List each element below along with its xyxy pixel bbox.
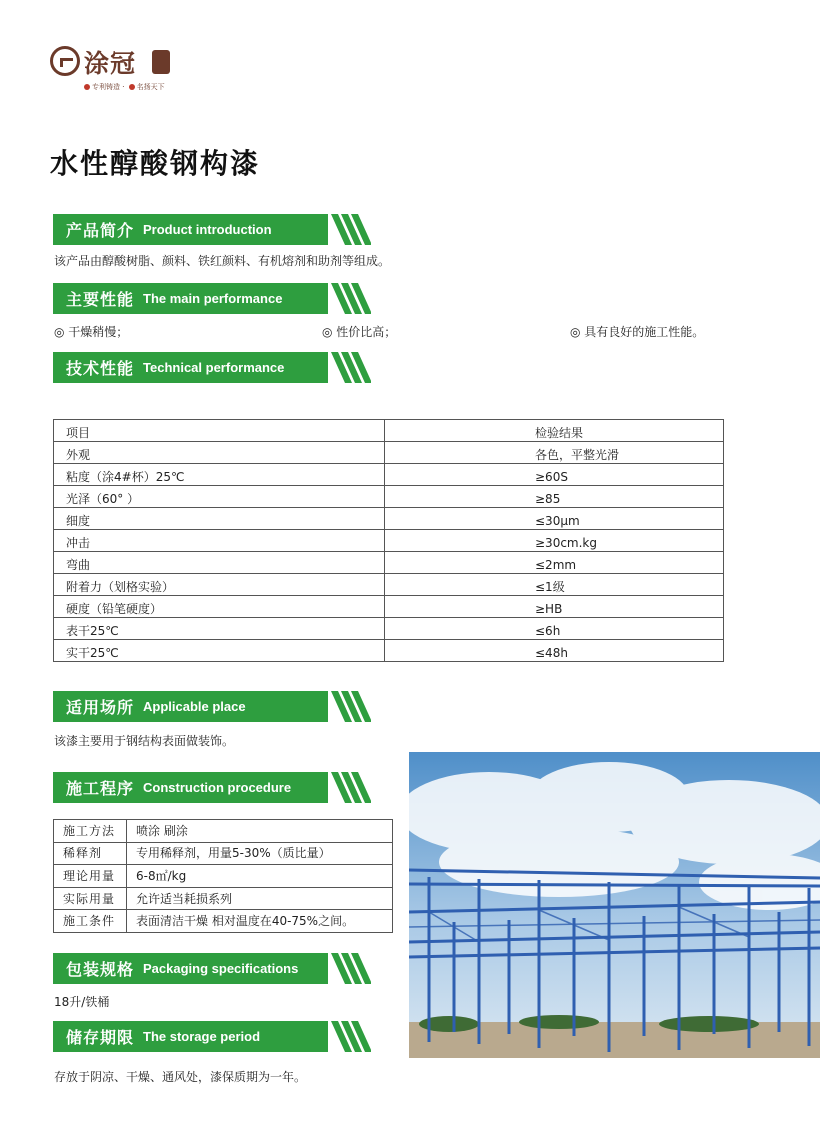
steel-frame-illustration (409, 752, 820, 1058)
section-title-en: Technical performance (143, 360, 285, 375)
table-cell: 硬度（铅笔硬度） (54, 596, 385, 618)
stripes-icon (331, 283, 371, 314)
section-title-cn: 技术性能 (66, 359, 135, 378)
table-header-cell: 项目 (54, 420, 385, 442)
table-row (54, 865, 393, 888)
table-cell: ≥HB (385, 596, 724, 618)
table-cell: ≥30cm.kg (385, 530, 724, 552)
section-title-cn: 产品简介 (66, 221, 135, 240)
stripes-icon (331, 953, 371, 984)
steel-structure-photo (409, 752, 820, 1058)
section-title-cn: 施工程序 (66, 779, 135, 798)
section-header-performance (53, 283, 368, 314)
table-row (54, 442, 724, 464)
performance-item: ◎ 干燥稍慢； (54, 325, 129, 339)
section-header-procedure (53, 772, 368, 803)
section-header-intro (53, 214, 368, 245)
table-row (54, 640, 724, 662)
table-cell: 实干25℃ (54, 640, 385, 662)
table-cell: 粘度（涂4#杯）25℃ (54, 464, 385, 486)
table-cell: ≤6h (385, 618, 724, 640)
table-cell: 喷涂 刷涂 (127, 820, 393, 843)
table-cell: ≤48h (385, 640, 724, 662)
section-header-packaging (53, 953, 368, 984)
table-cell: ≥60S (385, 464, 724, 486)
stripes-icon (331, 352, 371, 383)
construction-table (53, 819, 393, 933)
table-row (54, 552, 724, 574)
table-cell: 实际用量 (54, 887, 127, 910)
table-row (54, 508, 724, 530)
place-text: 该漆主要用于钢结构表面做装饰。 (54, 734, 235, 748)
brand-name: 涂冠 (84, 49, 137, 78)
table-row (54, 530, 724, 552)
slogan-right: 名扬天下 (136, 83, 165, 91)
section-title-cn: 适用场所 (66, 698, 135, 717)
page-title: 水性醇酸钢构漆 (50, 147, 261, 180)
table-row (54, 464, 724, 486)
table-cell: 附着力（划格实验） (54, 574, 385, 596)
packaging-text: 18升/铁桶 (54, 995, 110, 1009)
table-row (54, 842, 393, 865)
section-header-place (53, 691, 368, 722)
table-cell: 弯曲 (54, 552, 385, 574)
table-cell: 各色，平整光滑 (385, 442, 724, 464)
table-row (54, 618, 724, 640)
section-title-cn: 储存期限 (66, 1028, 135, 1047)
section-header-technical (53, 352, 368, 383)
table-cell: 稀释剂 (54, 842, 127, 865)
section-title-cn: 包装规格 (66, 960, 135, 979)
table-cell: 表干25℃ (54, 618, 385, 640)
table-cell: 专用稀释剂，用量5-30%（质比量） (127, 842, 393, 865)
slogan-dot-icon (129, 84, 135, 90)
stripes-icon (331, 214, 371, 245)
section-title-cn: 主要性能 (66, 290, 135, 309)
technical-table (53, 419, 724, 662)
table-cell: 理论用量 (54, 865, 127, 888)
table-cell: 细度 (54, 508, 385, 530)
section-title-en: The storage period (143, 1029, 261, 1044)
table-cell: 允许适当耗损系列 (127, 887, 393, 910)
performance-item: ◎ 性价比高； (322, 325, 397, 339)
table-row (54, 820, 393, 843)
table-cell: ≥85 (385, 486, 724, 508)
storage-text: 存放于阴凉、干燥、通风处，漆保质期为一年。 (54, 1070, 307, 1084)
table-header-row (54, 420, 724, 442)
table-row (54, 486, 724, 508)
brand-logo (50, 42, 180, 97)
stripes-icon (331, 691, 371, 722)
section-header-storage (53, 1021, 368, 1052)
brand-slogan: 专利铸造 · 名扬天下 (82, 82, 165, 92)
table-cell: ≤30μm (385, 508, 724, 530)
section-title-en: Applicable place (143, 699, 246, 714)
table-cell: ≤1级 (385, 574, 724, 596)
stripes-icon (331, 1021, 371, 1052)
table-cell: ≤2mm (385, 552, 724, 574)
seal-icon (152, 50, 170, 74)
table-row (54, 887, 393, 910)
table-cell: 表面清洁干燥 相对温度在40-75%之间。 (127, 910, 393, 933)
table-row (54, 574, 724, 596)
slogan-left: 专利铸造 (92, 83, 120, 91)
section-title-en: Packaging specifications (143, 961, 299, 976)
section-title-en: Product introduction (143, 222, 272, 237)
table-cell: 6-8㎡/kg (127, 865, 393, 888)
slogan-dot-icon (84, 84, 90, 90)
logo-mark-icon (50, 46, 80, 76)
table-cell: 光泽（60° ） (54, 486, 385, 508)
table-cell: 外观 (54, 442, 385, 464)
section-title-en: Construction procedure (143, 780, 292, 795)
table-cell: 冲击 (54, 530, 385, 552)
table-cell: 施工条件 (54, 910, 127, 933)
section-title-en: The main performance (143, 291, 283, 306)
table-cell: 施工方法 (54, 820, 127, 843)
table-row (54, 596, 724, 618)
table-header-cell: 检验结果 (385, 420, 724, 442)
intro-text: 该产品由醇酸树脂、颜料、铁红颜料、有机熔剂和助剂等组成。 (54, 254, 391, 268)
performance-item: ◎ 具有良好的施工性能。 (570, 325, 705, 339)
stripes-icon (331, 772, 371, 803)
table-row (54, 910, 393, 933)
